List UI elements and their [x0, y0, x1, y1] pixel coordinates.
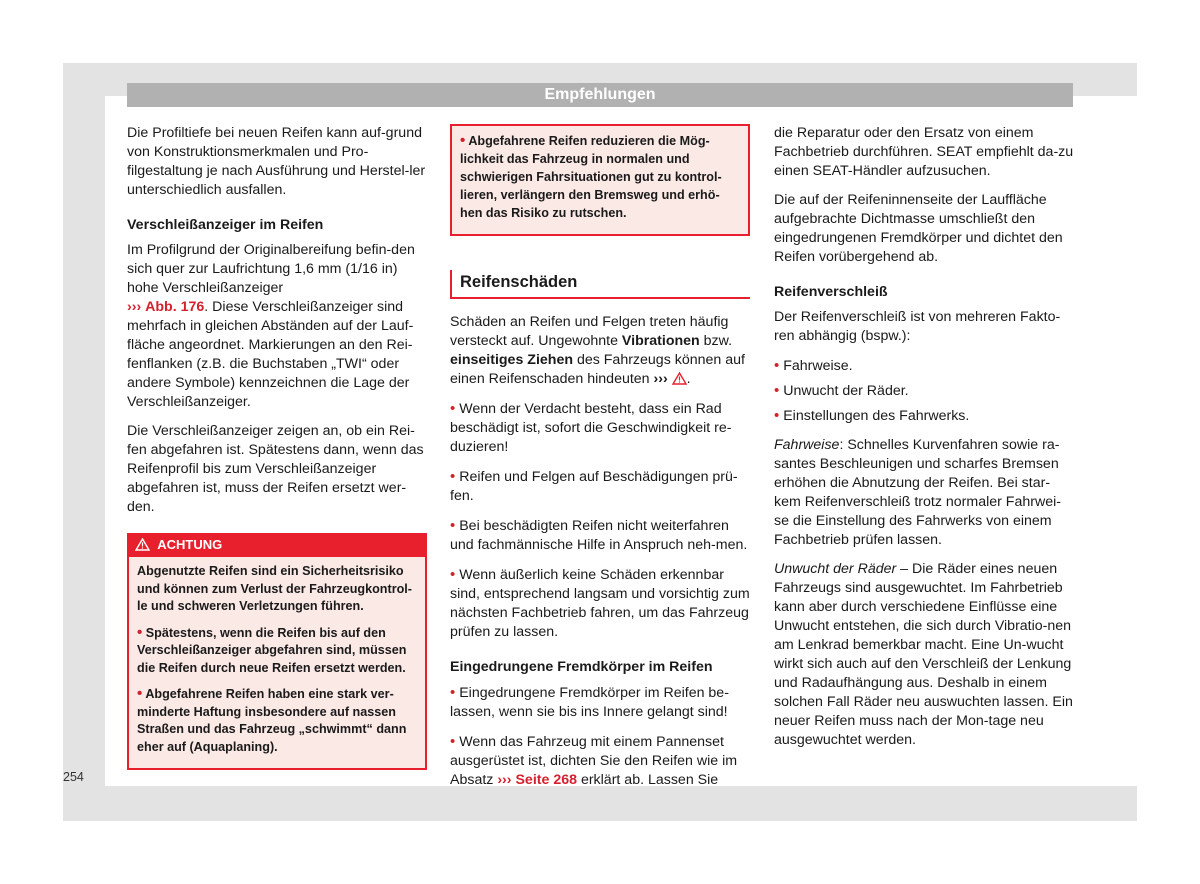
page-reference-link[interactable]: Seite 268 [515, 772, 577, 788]
repair-paragraph: die Reparatur oder den Ersatz von einem Fachbetrieb durchführen. SEAT empfiehlt da-zu einen SEAT-Händler aufzusuchen. [774, 125, 1074, 179]
subheading-foreign-objects: Eingedrungene Fremdkörper im Reifen [450, 659, 713, 675]
page-number: 254 [63, 770, 84, 784]
reference-arrow: ››› [497, 772, 512, 788]
column-right [774, 124, 1074, 760]
bullet-icon: • [450, 566, 456, 583]
section-title-tyre-damage: Reifenschäden [450, 270, 750, 299]
section-header: Empfehlungen [127, 83, 1073, 107]
reference-arrow: ››› [653, 371, 668, 387]
warning-triangle-icon [135, 538, 150, 551]
wear-indicator-paragraph: Im Profilgrund der Originalbereifung befin-den sich quer zur Laufrichtung 1,6 mm (1/16 in) hohe Verschleißanzeiger ››› Abb. 176. Diese Verschleißanzeiger sind mehrfach in gleichen Abständen auf der Lauf-fläche angeordnet. Markierungen an den Rei-fenflanken (z.B. die Buchstaben „TWI“ oder andere Symbole) kennzeichnen die Lage der Verschleißanzeiger. [127, 242, 415, 410]
bullet-icon: • [137, 623, 143, 641]
imbalance-paragraph: Unwucht der Räder – Die Räder eines neuen Fahrzeugs sind ausgewuchtet. Im Fahrbetrieb kann aber durch verschiedene Einflüsse eine Unwucht entstehen, die sich durch Vibratio-nen am Lenkrad bemerkbar macht. Eine Un-wucht wirkt sich auch auf den Verschleiß der Lenkung und Radaufhängung aus. Deshalb in einem solchen Fall Räder neu auswuchten lassen. Ein neuer Reifen muss nach der Mon-tage neu ausgewuchtet werden. [774, 561, 1073, 748]
bullet-icon: • [460, 132, 466, 149]
intro-paragraph: Die Profiltiefe bei neuen Reifen kann auf-grund von Konstruktionsmerkmalen und Pro-filgestaltung je nach Ausführung und Herstel-ler unterschiedlich ausfallen. [127, 125, 426, 198]
list-item: • Wenn das Fahrzeug mit einem Pannenset ausgerüstet ist, dichten Sie den Reifen wie im Absatz ››› Seite 268 erklärt ab. Lassen Sie [450, 733, 738, 788]
warning-bullet: • Abgefahrene Reifen haben eine stark ver-minderte Haftung insbesondere auf nassen Straßen und das Fahrzeug „schwimmt“ dann eher auf (Aquaplaning). [137, 685, 407, 754]
warning-box [127, 533, 427, 770]
reference-arrow: ››› [127, 299, 142, 315]
list-item: • Einstellungen des Fahrwerks. [774, 407, 970, 424]
list-item: • Bei beschädigten Reifen nicht weiterfahren und fachmännische Hilfe in Anspruch neh-men. [450, 517, 748, 553]
warning-body [127, 557, 427, 770]
bullet-icon: • [450, 517, 456, 534]
damage-paragraph: Schäden an Reifen und Felgen treten häufig versteckt auf. Ungewohnte Vibrationen bzw. einseitiges Ziehen des Fahrzeugs können auf einen Reifenschaden hindeuten ››› . [450, 314, 745, 387]
list-item: • Fahrweise. [774, 357, 853, 374]
subheading-wear-indicator: Verschleißanzeiger im Reifen [127, 217, 324, 233]
column-left [127, 124, 427, 770]
bullet-icon: • [450, 684, 456, 701]
bullet-icon: • [450, 733, 456, 750]
warning-bullet: • Abgefahrene Reifen reduzieren die Mög-lichkeit das Fahrzeug in normalen und schwierigen Fahrsituationen gut zu kontrol-lieren, verlängern den Bremsweg und erhö-hen das Risiko zu rutschen. [460, 132, 722, 220]
sealant-paragraph: Die auf der Reifeninnenseite der Lauffläche aufgebrachte Dichtmasse umschließt den eingedrungenen Fremdkörper und dichtet den Reifen vorübergehend ab. [774, 192, 1063, 265]
bullet-icon: • [137, 685, 143, 702]
subheading-tyre-wear: Reifenverschleiß [774, 284, 888, 300]
warning-bullet: • Spätestens, wenn die Reifen bis auf den Verschleißanzeiger abgefahren sind, müssen die Reifen durch neue Reifen ersetzt werden. [137, 623, 407, 675]
bullet-icon: • [774, 382, 780, 399]
bullet-icon: • [774, 407, 780, 424]
warning-triangle-icon[interactable] [672, 372, 687, 385]
figure-reference-link[interactable]: Abb. 176 [145, 299, 205, 315]
warning-continuation-box [450, 124, 750, 236]
list-item: • Unwucht der Räder. [774, 382, 909, 399]
bullet-icon: • [450, 468, 456, 485]
bullet-icon: • [774, 357, 780, 374]
wear-factors-paragraph: Der Reifenverschleiß ist von mehreren Fakto-ren abhängig (bspw.): [774, 309, 1061, 344]
warning-header [127, 533, 427, 557]
list-item: • Wenn der Verdacht besteht, dass ein Rad beschädigt ist, sofort die Geschwindigkeit re-duzieren! [450, 400, 732, 455]
list-item: • Eingedrungene Fremdkörper im Reifen be-lassen, wenn sie bis ins Innere gelangt sind! [450, 684, 729, 720]
list-item: • Reifen und Felgen auf Beschädigungen prü-fen. [450, 468, 738, 504]
column-middle [450, 124, 750, 800]
warning-label: ACHTUNG [157, 537, 223, 552]
list-item: • Wenn äußerlich keine Schäden erkennbar sind, entsprechend langsam und vorsichtig zum nächsten Fachbetrieb fahren, um das Fahrzeug prüfen zu lassen. [450, 566, 750, 640]
bullet-icon: • [450, 400, 456, 417]
wear-check-paragraph: Die Verschleißanzeiger zeigen an, ob ein Rei-fen abgefahren ist. Spätestens dann, wenn das Reifenprofil bis zum Verschleißanzeiger abgefahren ist, muss der Reifen ersetzt wer-den. [127, 423, 424, 515]
driving-style-paragraph: Fahrweise: Schnelles Kurvenfahren sowie ra-santes Beschleunigen und scharfes Bremsen erhöhen die Abnutzung der Reifen. Bei star-kem Reifenverschleiß trotz normaler Fahrwei-se die Einstellung des Fahrwerks von einem Fachbetrieb prüfen lassen. [774, 437, 1061, 548]
warning-lead: Abgenutzte Reifen sind ein Sicherheitsrisiko und können zum Verlust der Fahrzeugkontrol-le und schweren Verletzungen führen. [137, 564, 412, 613]
